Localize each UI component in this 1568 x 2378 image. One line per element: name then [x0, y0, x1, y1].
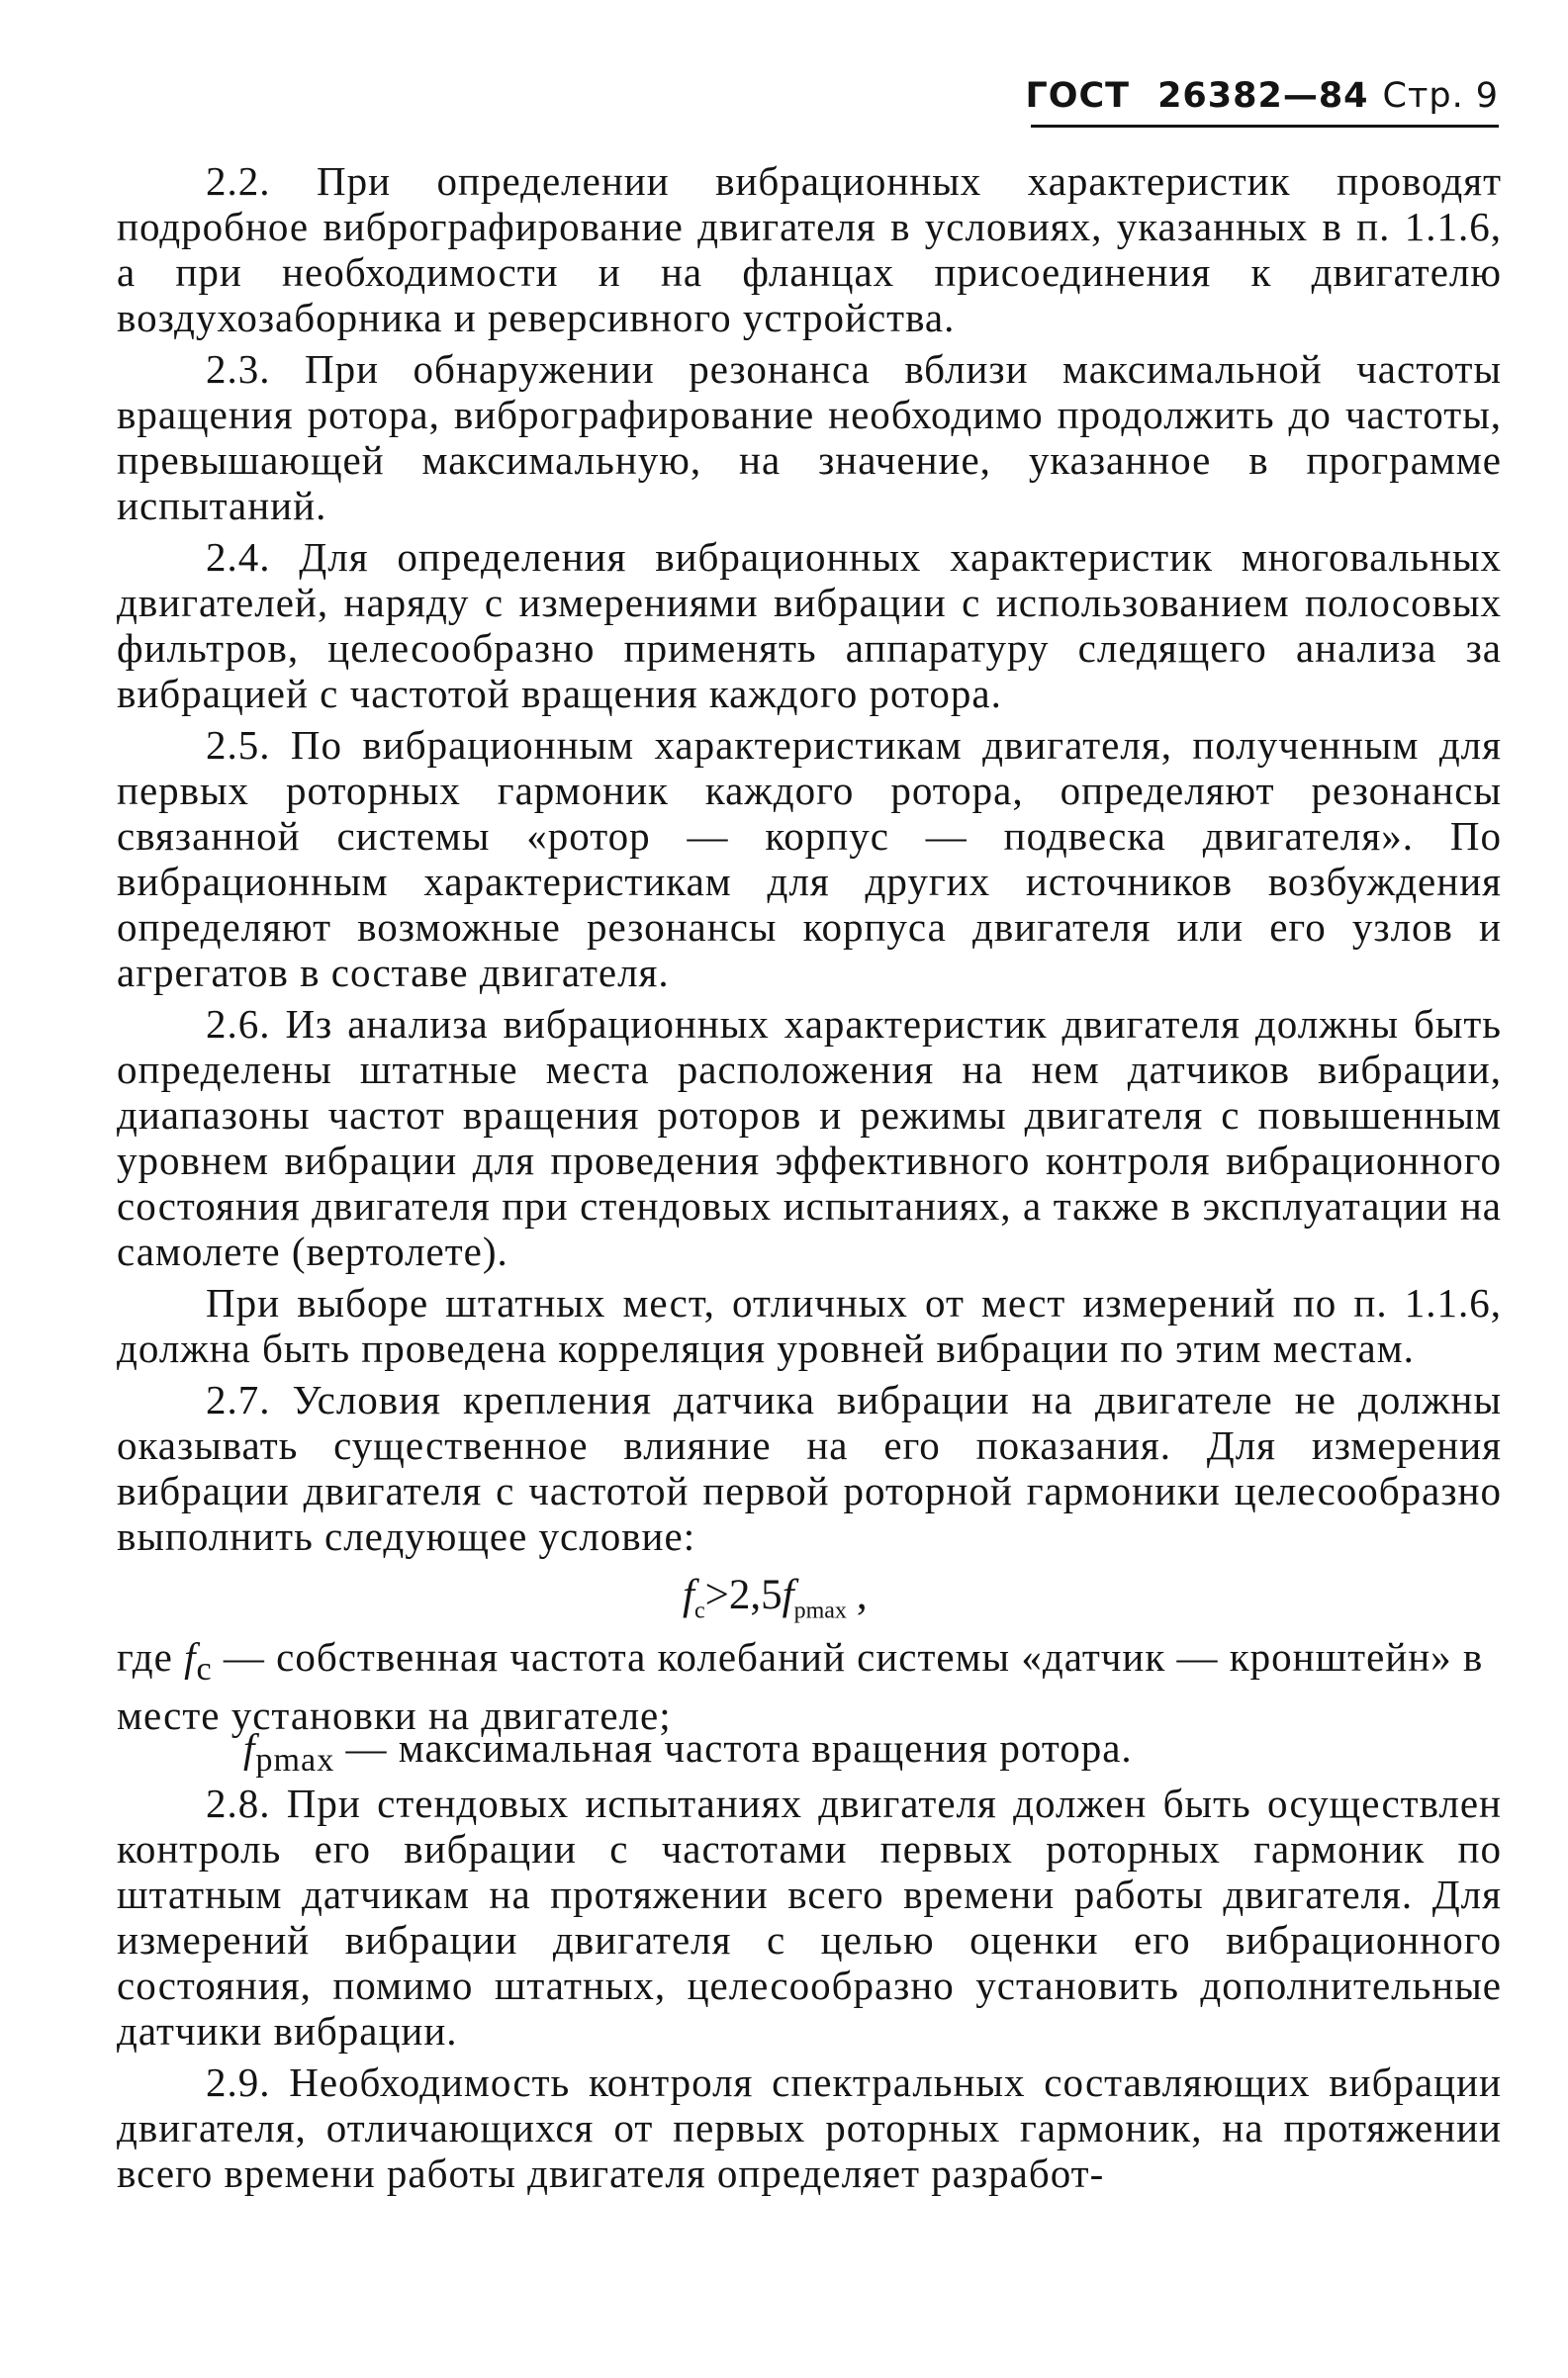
definition-text: — максимальная частота вращения ротора.: [345, 1725, 1133, 1771]
page-label: Стр.: [1382, 76, 1464, 116]
definition-fpmax: [117, 1725, 1502, 1784]
standard-label: ГОСТ: [1025, 76, 1131, 116]
formula-lhs-sub: c: [693, 1598, 705, 1624]
definition-symbol: $f_c$: [184, 1634, 213, 1689]
definition-text: — собственная частота колебаний системы «датчик — кронштейн» в месте установки на двигателе;: [117, 1634, 1484, 1739]
formula-lhs: f: [683, 1572, 694, 1618]
formula-rhs: f: [782, 1572, 794, 1618]
paragraph-2-2: 2.2. При определении вибрационных характеристик проводят подробное вибрографирование двигателя в условиях, указанных в п. 1.1.6, а при необходимости и на фланцах присоединения к двигателю воздухозаборника и реверсивного устройства.: [117, 158, 1502, 340]
paragraph-2-5: 2.5. По вибрационным характеристикам двигателя, полученным для первых роторных гармоник каждого ротора, определяют резонансы связанной системы «ротор — корпус — подвеска двигателя». По вибрационным характеристикам для других источников возбуждения определяют возможные резонансы корпуса двигателя или его узлов и агрегатов в составе двигателя.: [117, 722, 1502, 995]
body-text-continued: [117, 1781, 1502, 2202]
definition-fc: [117, 1634, 1502, 1738]
paragraph-2-4: 2.4. Для определения вибрационных характеристик многовальных двигателей, наряду с измерениями вибрации с использованием полосовых фильтров, целесообразно применять аппаратуру следящего анализа за вибрацией с частотой вращения каждого ротора.: [117, 534, 1502, 716]
page-number: 9: [1475, 76, 1499, 116]
paragraph-2-7: 2.7. Условия крепления датчика вибрации на двигателе не должны оказывать существенное влияние на его показания. Для измерения вибрации двигателя с частотой первой роторной гармоники целесообразно выполнить следующее условие:: [117, 1377, 1502, 1559]
formula-rhs-sub: pmax: [793, 1598, 847, 1624]
formula-relation: >2,5: [704, 1572, 783, 1618]
paragraph-2-8: 2.8. При стендовых испытаниях двигателя должен быть осуществлен контроль его вибрации с частотами первых роторных гармоник по штатным датчикам на протяжении всего времени работы двигателя. Для измерений вибрации двигателя с целью оценки его вибрационного состояния, помимо штатных, целесообразно установить дополнительные датчики вибрации.: [117, 1781, 1502, 2054]
definition-lead: где: [117, 1634, 173, 1680]
standard-number: 26382—84: [1157, 76, 1369, 116]
definition-symbol: $f_{pmax}$: [243, 1725, 335, 1780]
page-header: [989, 69, 1499, 123]
paragraph-2-6: 2.6. Из анализа вибрационных характеристик двигателя должны быть определены штатные места расположения на нем датчиков вибрации, диапазоны частот вращения роторов и режимы двигателя с повышенным уровнем вибрации для проведения эффективного контроля вибрационного состояния двигателя при стендовых испытаниях, а также в эксплуатации на самолете (вертолете).: [117, 1001, 1502, 1274]
frequency-condition-formula: [683, 1571, 868, 1625]
body-text: [117, 158, 1502, 1565]
header-rule: [1031, 125, 1499, 128]
formula-tail: ,: [856, 1572, 868, 1618]
paragraph-2-6-note: При выборе штатных мест, отличных от мест измерений по п. 1.1.6, должна быть проведена корреляция уровней вибрации по этим местам.: [117, 1280, 1502, 1371]
paragraph-2-3: 2.3. При обнаружении резонанса вблизи максимальной частоты вращения ротора, вибрографирование необходимо продолжить до частоты, превышающей максимальную, на значение, указанное в программе испытаний.: [117, 346, 1502, 528]
paragraph-2-9: 2.9. Необходимость контроля спектральных составляющих вибрации двигателя, отличающихся от первых роторных гармоник, на протяжении всего времени работы двигателя определяет разработ-: [117, 2059, 1502, 2196]
